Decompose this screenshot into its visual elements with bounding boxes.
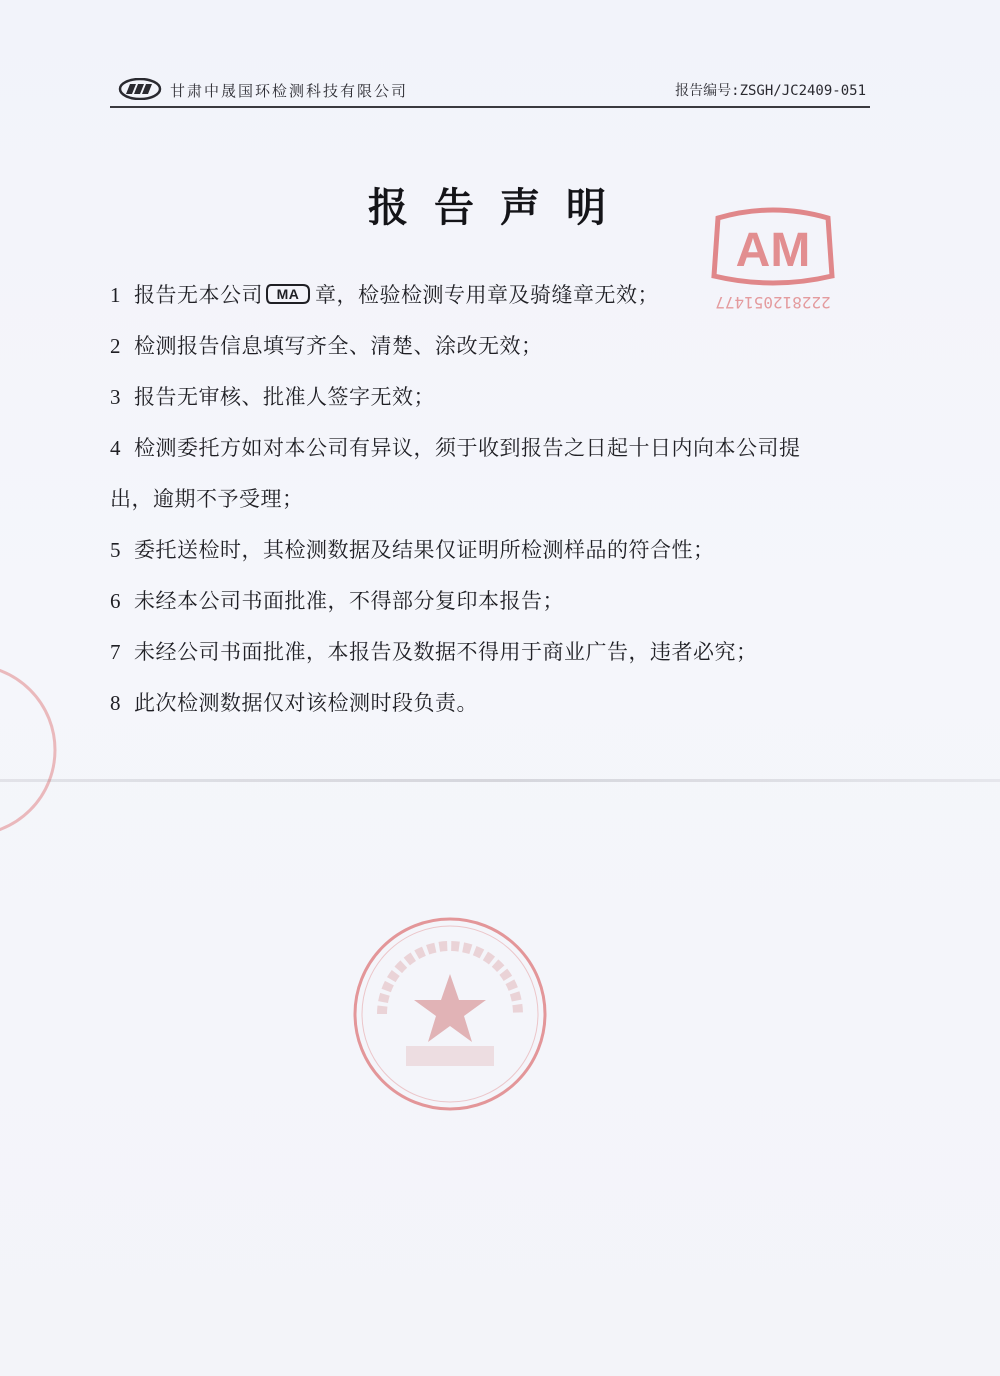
scan-artifact-line [0, 779, 1000, 782]
statement-item-continuation [110, 474, 880, 525]
statement-text: 委托送检时，其检测数据及结果仅证明所检测样品的符合性； [134, 538, 715, 562]
statement-item [110, 321, 880, 372]
statement-item [110, 576, 880, 627]
statement-text: 出，逾期不予受理； [110, 487, 304, 511]
official-seal [348, 912, 552, 1116]
statement-number: 3 [110, 385, 121, 409]
company-logo-icon [118, 78, 162, 100]
statement-number: 5 [110, 538, 121, 562]
edge-seal-fragment [0, 650, 60, 850]
statement-item [110, 423, 880, 474]
statement-text: 此次检测数据仅对该检测时段负责。 [134, 691, 478, 715]
report-number: 报告编号:ZSGH/JC2409-051 [675, 83, 866, 99]
statement-number: 1 [110, 283, 121, 307]
company-name: 甘肃中晟国环检测科技有限公司 [170, 82, 409, 100]
statement-list [110, 270, 880, 729]
ma-mark-icon [265, 283, 311, 305]
statement-item [110, 525, 880, 576]
cma-stamp-text: AM [735, 224, 811, 277]
statement-number: 2 [110, 334, 121, 358]
page-title: 报告声明 [368, 184, 632, 231]
statement-text: 未经公司书面批准，本报告及数据不得用于商业广告，违者必究； [134, 640, 758, 664]
statement-number: 7 [110, 640, 121, 664]
statement-number: 6 [110, 589, 121, 613]
statement-text-continued: 章，检验检测专用章及骑缝章无效； [315, 283, 659, 307]
statement-number: 8 [110, 691, 121, 715]
statement-number: 4 [110, 436, 121, 460]
statement-text: 报告无审核、批准人签字无效； [134, 385, 435, 409]
statement-item [110, 678, 880, 729]
statement-item [110, 627, 880, 678]
cma-stamp-serial: 222812051477 [715, 293, 831, 312]
seal-star-icon [414, 974, 486, 1042]
statement-item [110, 372, 880, 423]
page-header [110, 74, 870, 108]
ma-mark-label: MA [276, 286, 300, 302]
statement-text: 检测报告信息填写齐全、清楚、涂改无效； [134, 334, 543, 358]
statement-text: 报告无本公司 [134, 283, 263, 307]
cma-stamp [698, 206, 848, 316]
statement-text: 检测委托方如对本公司有异议，须于收到报告之日起十日内向本公司提 [134, 436, 801, 460]
statement-text: 未经本公司书面批准，不得部分复印本报告； [134, 589, 564, 613]
